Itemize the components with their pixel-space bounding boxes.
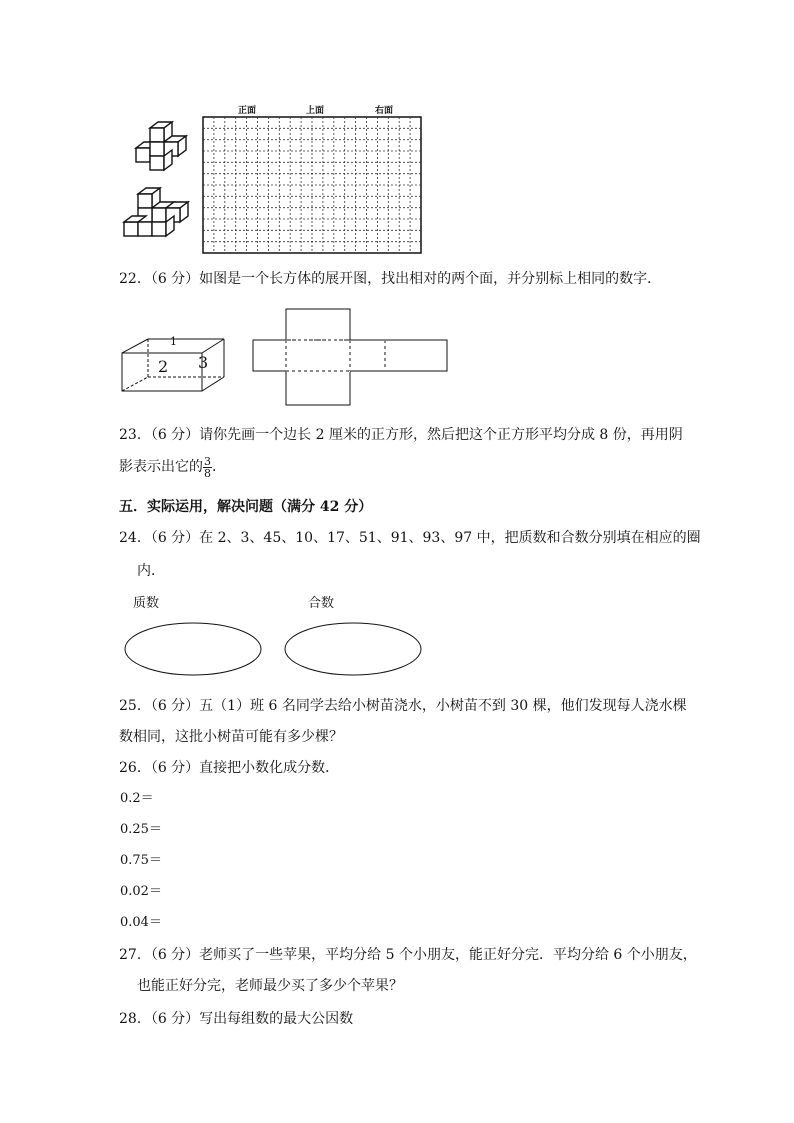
dotted-grid[interactable] bbox=[202, 116, 422, 254]
cuboid-face-label-3: 3 bbox=[198, 353, 209, 372]
question-27-line1: 27．（6 分）老师买了一些苹果，平均分给 5 个小朋友，能正好分完．平均分给 6 个小朋友， bbox=[119, 947, 697, 963]
decimal-item: 0.25＝ bbox=[120, 822, 162, 837]
question-23-line2 bbox=[119, 454, 226, 480]
question-25-line2: 数相同，这批小树苗可能有多少棵？ bbox=[119, 729, 343, 745]
prime-ellipse[interactable] bbox=[123, 621, 263, 677]
section-5-heading: 五．实际运用，解决问题（满分 42 分） bbox=[119, 499, 373, 515]
fraction-numerator: 3 bbox=[204, 454, 211, 468]
cuboid-face-label-1: 1 bbox=[170, 335, 177, 348]
cuboid-net-figure bbox=[251, 307, 451, 407]
prime-label: 质数 bbox=[133, 596, 160, 611]
grid-label-right: 右面 bbox=[375, 106, 394, 116]
composite-label: 合数 bbox=[308, 596, 335, 611]
cube-stack-figure-top bbox=[124, 118, 194, 188]
decimal-item: 0.75＝ bbox=[120, 853, 162, 868]
fraction-three-eighths bbox=[203, 456, 212, 479]
question-28-text: 28．（6 分）写出每组数的最大公因数 bbox=[119, 1011, 354, 1027]
grid-label-front: 正面 bbox=[238, 106, 257, 116]
question-23-suffix: ． bbox=[212, 459, 226, 475]
cuboid-face-label-2: 2 bbox=[158, 357, 169, 376]
question-22-text: 22．（6 分）如图是一个长方体的展开图，找出相对的两个面，并分别标上相同的数字． bbox=[119, 271, 662, 287]
question-27-line2: 也能正好分完，老师最少买了多少个苹果？ bbox=[137, 978, 403, 994]
question-23-prefix: 影表示出它的 bbox=[119, 459, 203, 475]
question-24-line2: 内． bbox=[137, 563, 165, 579]
question-25-line1: 25．（6 分）五（1）班 6 名同学去给小树苗浇水，小树苗不到 30 棵，他们发现每人浇水棵 bbox=[119, 698, 687, 714]
decimal-item: 0.2＝ bbox=[120, 791, 154, 806]
question-24-line1: 24．（6 分）在 2、3、45、10、17、51、91、93、97 中，把质数和合数分别填在相应的圈 bbox=[119, 530, 701, 546]
cube-stack-figure-bottom bbox=[124, 186, 194, 246]
decimal-item: 0.04＝ bbox=[120, 915, 162, 930]
fraction-denominator: 8 bbox=[204, 466, 211, 480]
question-26-text: 26．（6 分）直接把小数化成分数． bbox=[119, 760, 340, 776]
grid-label-top: 上面 bbox=[306, 106, 325, 116]
question-23-line1: 23．（6 分）请你先画一个边长 2 厘米的正方形，然后把这个正方形平均分成 8 份，再用阴 bbox=[119, 427, 683, 443]
decimal-item: 0.02＝ bbox=[120, 884, 162, 899]
composite-ellipse[interactable] bbox=[283, 621, 423, 677]
